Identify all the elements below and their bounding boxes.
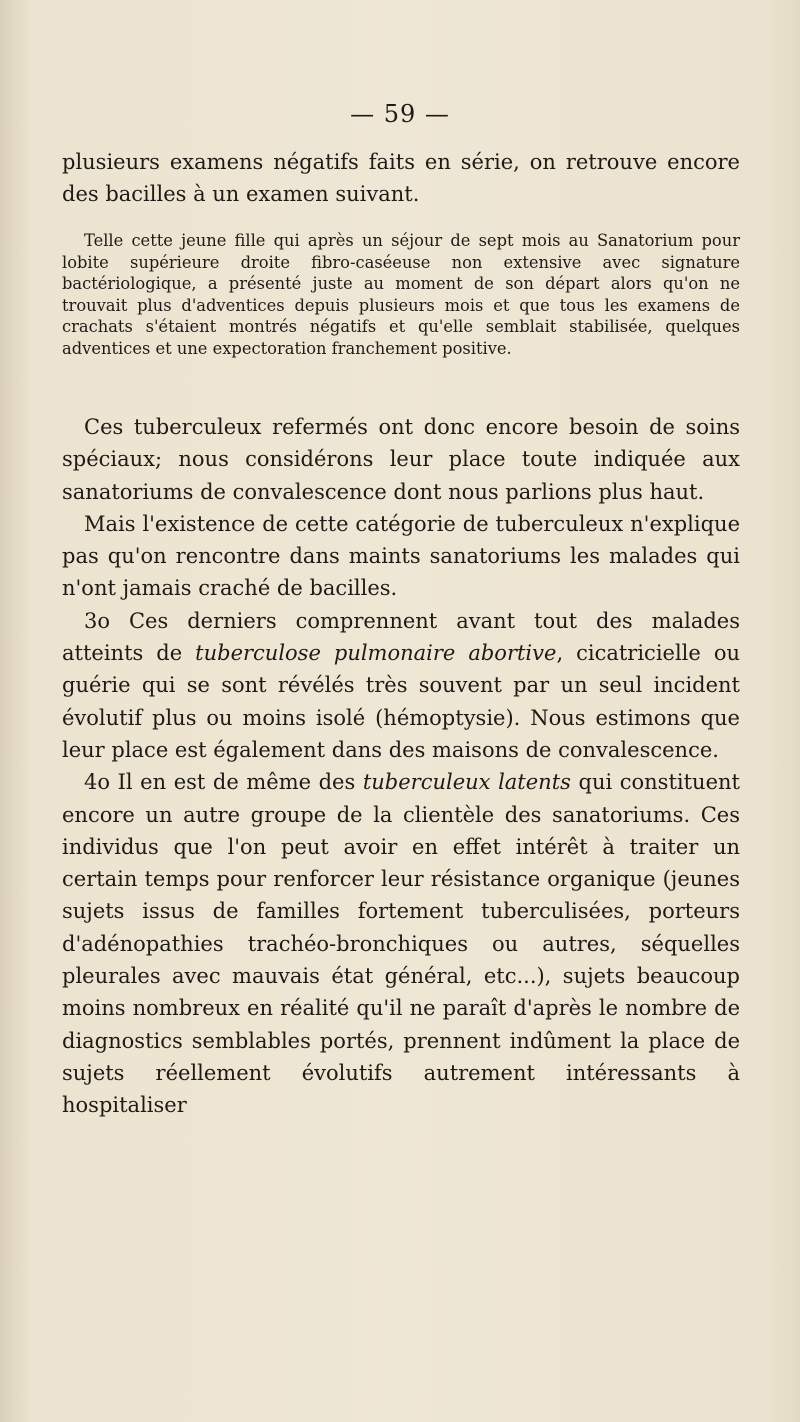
example-block [62, 230, 740, 359]
paragraph-6-text-b: qui constituent encore un autre groupe de la clientèle des sanatoriums. Ces individus que l'on peut avoir en effet intérêt à traiter un certain temps pour renforcer leur résistance organique (jeunes sujets issus de familles fortement tuberculisées, porteurs d'adénopathies trachéo-bronchiques ou autres, séquelles pleurales avec mauvais état général, etc...), sujets beaucoup moins nombreux en réalité qu'il ne paraît d'après le nombre de diagnostics semblables portés, prennent indûment la place de sujets réellement évolutifs autrement intéressants à hospitaliser [62, 770, 740, 1118]
paragraph-5-text-b: , cicatricielle ou guérie qui se sont révélés très souvent par un seul incident évolutif plus ou moins isolé (hémoptysie). Nous estimons que leur place est également dans des maisons de convalescence. [62, 641, 740, 762]
paragraph-5-text-a: 3o Ces derniers comprennent avant tout des malades atteints de [62, 608, 740, 666]
paragraph-1: plusieurs examens négatifs faits en série, on retrouve encore des bacilles à un examen suivant. [62, 150, 740, 207]
paragraph-2-example: Telle cette jeune fille qui après un séjour de sept mois au Sanatorium pour lobite supérieure droite fibro-caséeuse non extensive avec signature bactériologique, a présenté juste au moment de son départ alors qu'on ne trouvait plus d'adventices depuis plusieurs mois et que tous les examens de crachats s'étaient montrés négatifs et qu'elle semblait stabilisée, quelques adventices et une expectoration franchement positive. [62, 231, 740, 358]
paragraph-3: Ces tuberculeux refermés ont donc encore besoin de soins spéciaux; nous considérons leur place toute indiquée aux sanatoriums de convalescence dont nous parlions plus haut. [62, 415, 740, 504]
paragraph-6 [62, 766, 740, 1121]
page-number: — 59 — [350, 100, 450, 128]
paragraph-continuation [62, 146, 740, 211]
body-text [62, 411, 740, 1122]
paragraph-4: Mais l'existence de cette catégorie de tuberculeux n'explique pas qu'on rencontre dans maints sanatoriums les malades qui n'ont jamais craché de bacilles. [62, 511, 740, 601]
paragraph-5 [62, 605, 740, 766]
paragraph-5-italic-term: tuberculose pulmonaire abortive [195, 641, 557, 666]
paragraph-6-italic-term: tuberculeux latents [362, 770, 571, 795]
paragraph-6-text-a: 4o Il en est de même des [84, 770, 363, 795]
